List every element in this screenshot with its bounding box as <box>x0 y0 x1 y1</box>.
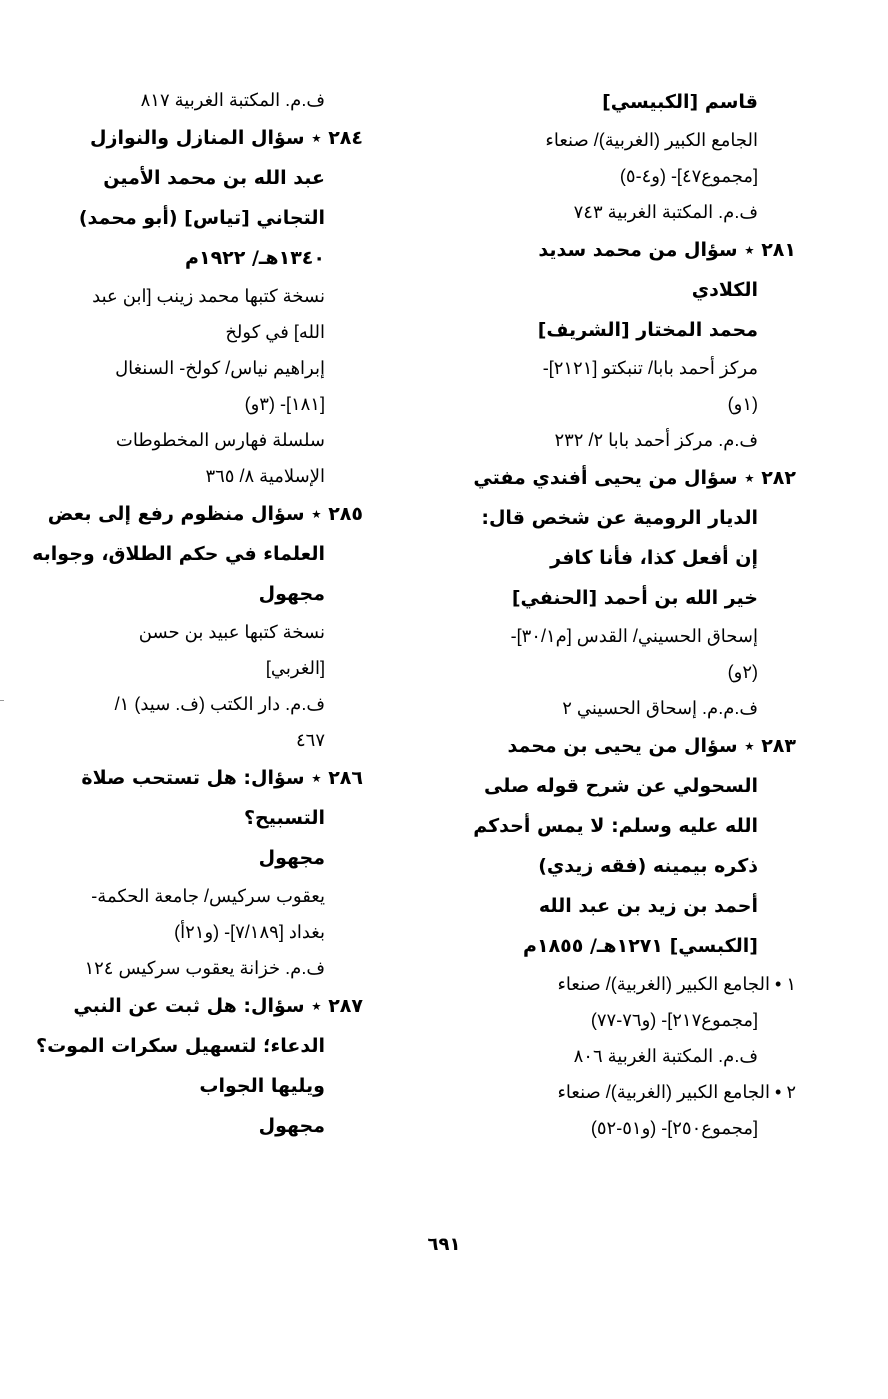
text-line: العلماء في حكم الطلاق، وجوابه <box>32 543 325 565</box>
text-line: التجاني [تياس] (أبو محمد) <box>78 207 325 229</box>
text-line: السحولي عن شرح قوله صلى <box>483 775 758 797</box>
text-line: ١ • الجامع الكبير (الغربية)/ صنعاء <box>557 974 796 994</box>
text-line: إسحاق الحسيني/ القدس [م٣٠/١]- <box>510 626 758 646</box>
text-line: ذكره بيمينه (فقه زيدي) <box>538 855 758 877</box>
text-line: [مجموع٢٥٠]- (و٥١-٥٢) <box>590 1118 758 1138</box>
text-line: الكلادي <box>691 279 758 301</box>
text-line: مجهول <box>258 583 325 605</box>
text-line: ف.م. مركز أحمد بابا ٢/ ٢٣٢ <box>554 430 758 450</box>
text-line: عبد الله بن محمد الأمين <box>103 167 325 189</box>
text-line: نسخة كتبها عبيد بن حسن <box>138 622 325 642</box>
left-column <box>32 82 363 1146</box>
text-line: مركز أحمد بابا/ تنبكتو [٢١٢١]- <box>542 358 758 378</box>
text-line: نسخة كتبها محمد زينب [ابن عبد <box>92 286 325 306</box>
text-line: محمد المختار [الشريف] <box>537 319 758 341</box>
text-line: الإسلامية ٨/ ٣٦٥ <box>205 466 325 486</box>
text-line: ف.م. المكتبة الغربية ٨١٧ <box>140 90 325 110</box>
text-line: ٢٨٣ ٭ سؤال من يحيى بن محمد <box>507 735 796 757</box>
text-line: ٢٨٤ ٭ سؤال المنازل والنوازل <box>90 127 363 149</box>
margin-mark <box>0 700 4 701</box>
text-line: (٢و) <box>727 662 758 682</box>
text-line: خير الله بن أحمد [الحنفي] <box>511 587 758 609</box>
right-column <box>451 82 796 1146</box>
text-line: [الغربي] <box>265 658 325 678</box>
page-number: ٦٩١ <box>427 1234 461 1255</box>
text-line: ٢٨١ ٭ سؤال من محمد سديد <box>538 239 796 261</box>
text-line: الديار الرومية عن شخص قال: <box>481 507 758 529</box>
text-line: ف.م. خزانة يعقوب سركيس ١٢٤ <box>84 958 325 978</box>
text-line: سلسلة فهارس المخطوطات <box>115 430 325 450</box>
text-line: ٢٨٥ ٭ سؤال منظوم رفع إلى بعض <box>47 503 363 525</box>
text-line: الجامع الكبير (الغربية)/ صنعاء <box>545 130 758 150</box>
text-line: ويليها الجواب <box>199 1075 325 1097</box>
text-line: [مجموع٤٧]- (و٤-٥) <box>619 166 758 186</box>
text-line: الله عليه وسلم: لا يمس أحدكم <box>473 815 758 837</box>
text-line: الله] في كولخ <box>225 322 325 342</box>
text-line: مجهول <box>258 1115 325 1137</box>
text-line: أحمد بن زيد بن عبد الله <box>538 895 758 917</box>
text-line: [مجموع٢١٧]- (و٧٦-٧٧) <box>590 1010 758 1030</box>
text-line: [١٨١]- (٣و) <box>244 394 325 414</box>
text-line: ٢٨٧ ٭ سؤال: هل ثبت عن النبي <box>73 995 363 1017</box>
text-line: ف.م.م. إسحاق الحسيني ٢ <box>562 698 758 718</box>
text-line: ٢٨٢ ٭ سؤال من يحيى أفندي مفتي <box>473 467 796 489</box>
text-line: ف.م. دار الكتب (ف. سيد) ١/ <box>114 694 325 714</box>
text-line: [الكبسي] ١٢٧١هـ/ ١٨٥٥م <box>523 935 758 957</box>
text-line: ٢ • الجامع الكبير (الغربية)/ صنعاء <box>557 1082 796 1102</box>
text-line: ١٣٤٠هـ/ ١٩٢٢م <box>185 247 325 269</box>
text-line: يعقوب سركيس/ جامعة الحكمة- <box>91 886 325 906</box>
text-line: ٢٨٦ ٭ سؤال: هل تستحب صلاة <box>81 767 363 789</box>
text-line: إن أفعل كذا، فأنا كافر <box>550 547 758 569</box>
text-line: ٤٦٧ <box>295 730 325 750</box>
text-line: قاسم [الكبيسي] <box>602 91 758 113</box>
text-line: مجهول <box>258 847 325 869</box>
text-line: (١و) <box>727 394 758 414</box>
text-line: التسبيح؟ <box>244 807 325 829</box>
text-line: إبراهيم نياس/ كولخ- السنغال <box>115 358 325 378</box>
text-line: بغداد [٧/١٨٩]- (و٢١أ) <box>174 922 325 942</box>
text-line: الدعاء؛ لتسهيل سكرات الموت؟ <box>36 1035 325 1057</box>
text-line: ف.م. المكتبة الغربية ٧٤٣ <box>573 202 758 222</box>
text-line: ف.م. المكتبة الغربية ٨٠٦ <box>573 1046 758 1066</box>
